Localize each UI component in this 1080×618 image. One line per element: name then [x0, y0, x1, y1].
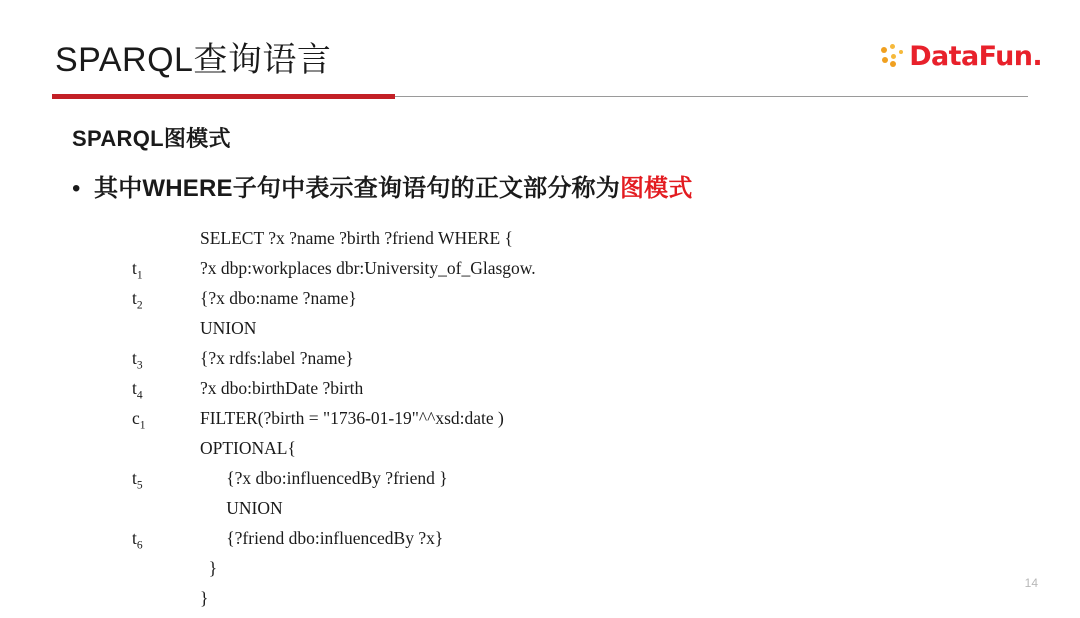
dots-icon	[881, 44, 907, 68]
code-line	[132, 468, 832, 498]
bullet-text-plain: 其中WHERE子句中表示查询语句的正文部分称为	[94, 175, 620, 202]
bullet-item	[72, 168, 693, 203]
code-line	[132, 588, 832, 618]
code-line-text: {?x dbo:name ?name}	[200, 288, 357, 308]
logo-text: DataFun.	[909, 40, 1042, 72]
bullet-text-accent: 图模式	[619, 175, 693, 202]
code-line	[132, 498, 832, 528]
datafun-logo	[881, 40, 1042, 72]
title-underline-gray	[395, 96, 1028, 97]
code-line	[132, 408, 832, 438]
code-line-text: UNION	[200, 318, 257, 338]
code-line-text: SELECT ?x ?name ?birth ?friend WHERE {	[200, 228, 513, 248]
code-line	[132, 378, 832, 408]
code-line	[132, 558, 832, 588]
code-line-text: }	[200, 558, 218, 578]
code-line	[132, 228, 832, 258]
section-heading: SPARQL图模式	[72, 126, 231, 151]
code-line-label: $c_1$	[132, 408, 146, 432]
code-line-label: $t_2$	[132, 288, 143, 312]
code-line-label: $t_1$	[132, 258, 143, 282]
code-line-label: $t_5$	[132, 468, 143, 492]
code-line-text: ?x dbp:workplaces dbr:University_of_Glasgow.	[200, 258, 536, 278]
sparql-code-block	[132, 228, 832, 618]
code-line	[132, 528, 832, 558]
code-line-text: UNION	[200, 498, 283, 518]
code-line-text: {?friend dbo:influencedBy ?x}	[200, 528, 444, 548]
code-line-text: }	[200, 588, 209, 608]
code-line	[132, 258, 832, 288]
code-line-label: $t_6$	[132, 528, 143, 552]
bullet-marker: •	[72, 175, 81, 202]
code-line	[132, 438, 832, 468]
code-line	[132, 318, 832, 348]
code-line-text: {?x rdfs:label ?name}	[200, 348, 354, 368]
code-line-label: $t_4$	[132, 378, 143, 402]
page-number: 14	[1024, 576, 1038, 590]
bullet-text	[94, 168, 693, 203]
code-line	[132, 288, 832, 318]
code-line-text: FILTER(?birth = "1736-01-19"^^xsd:date )	[200, 408, 504, 428]
code-line	[132, 348, 832, 378]
page-title: SPARQL查询语言	[55, 41, 332, 79]
code-line-text: {?x dbo:influencedBy ?friend }	[200, 468, 448, 488]
code-line-text: ?x dbo:birthDate ?birth	[200, 378, 364, 398]
code-line-label: $t_3$	[132, 348, 143, 372]
title-underline-red	[52, 94, 395, 99]
code-line-text: OPTIONAL{	[200, 438, 296, 458]
